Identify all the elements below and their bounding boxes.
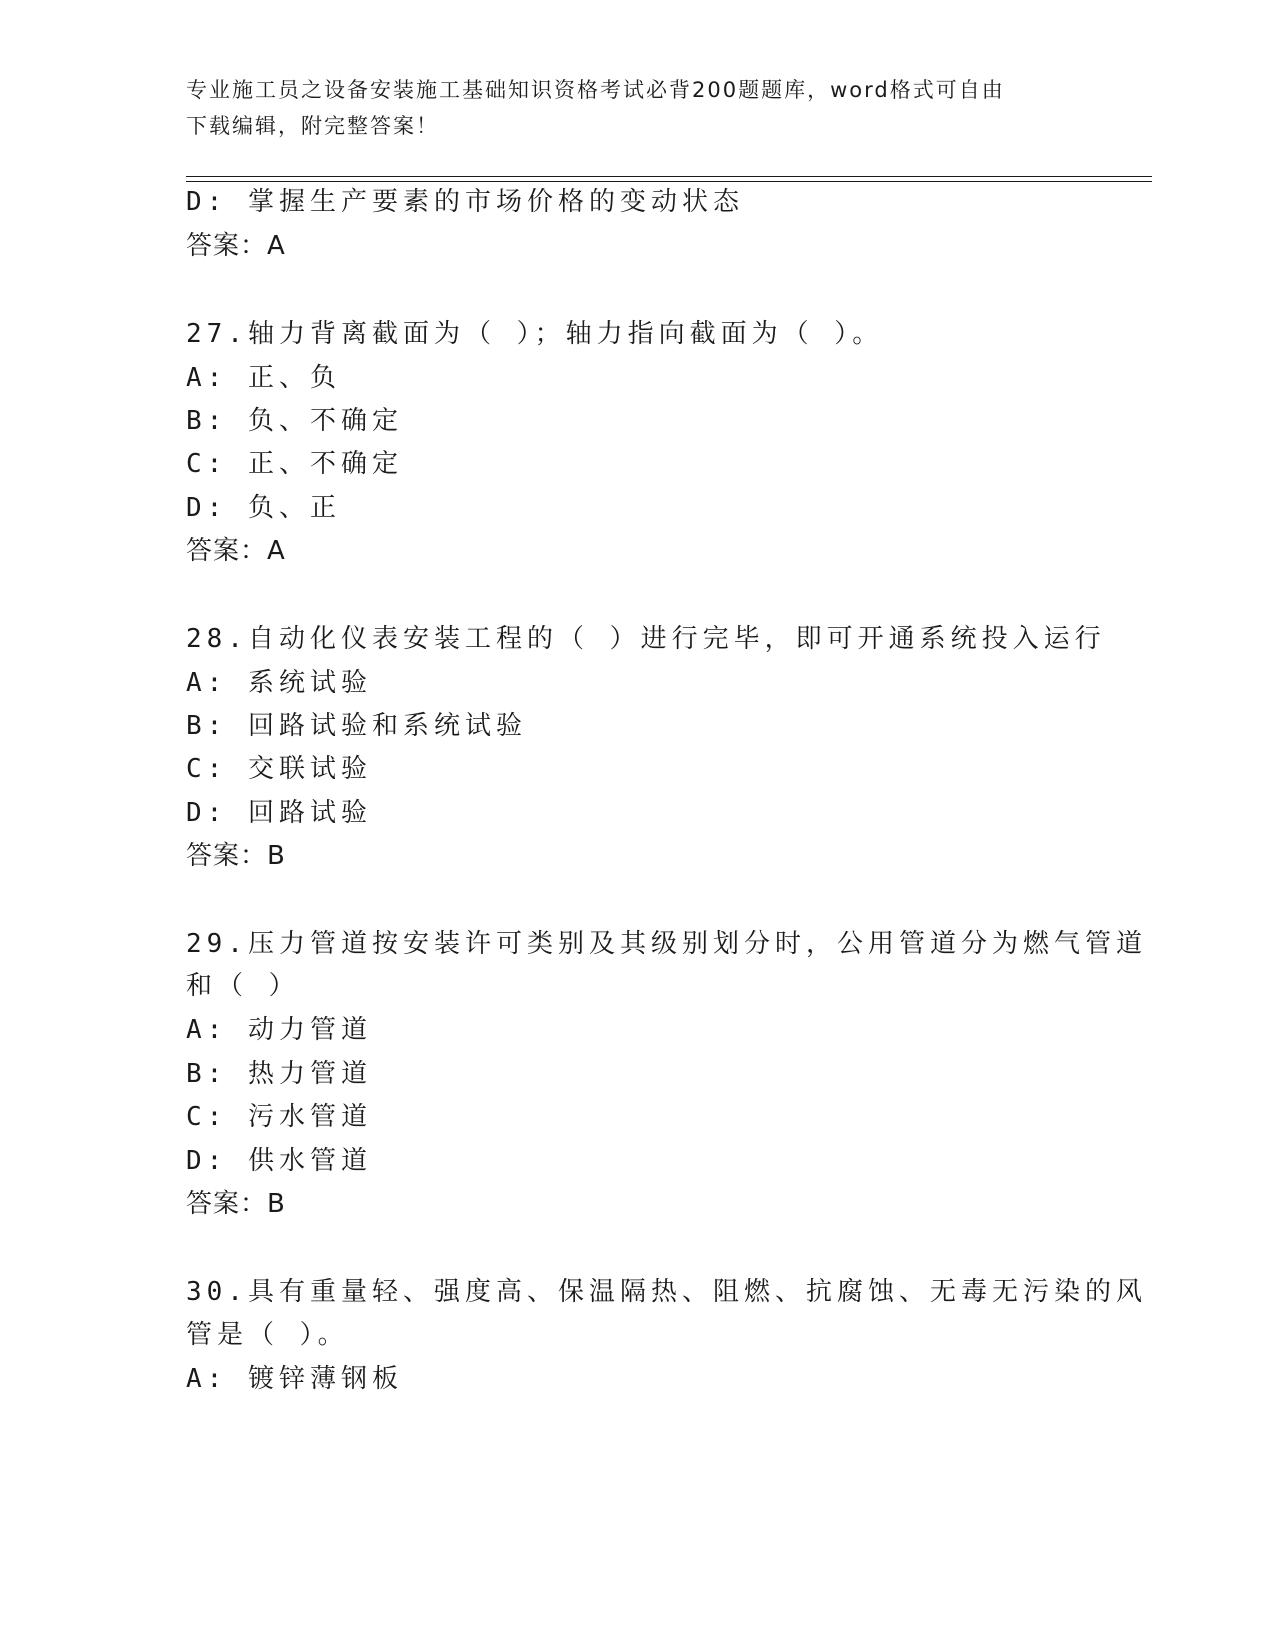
q28-option-b: B: 回路试验和系统试验 — [186, 711, 527, 741]
prev-answer: 答案：A — [186, 231, 286, 261]
q28-answer: 答案：B — [186, 841, 286, 871]
header-divider-top — [186, 176, 1152, 177]
q30-option-a: A: 镀锌薄钢板 — [186, 1364, 403, 1394]
document-header — [186, 72, 1086, 144]
q27-answer: 答案：A — [186, 536, 286, 566]
q27-option-d: D: 负、正 — [186, 493, 341, 523]
q28-option-c: C: 交联试验 — [186, 754, 372, 784]
q27-option-a: A: 正、负 — [186, 363, 341, 393]
q29-option-b: B: 热力管道 — [186, 1059, 372, 1089]
q28-option-a: A: 系统试验 — [186, 668, 372, 698]
q28-stem: 28.自动化仪表安装工程的（ ）进行完毕，即可开通系统投入运行 — [186, 624, 1106, 654]
prev-option-d: D: 掌握生产要素的市场价格的变动状态 — [186, 187, 744, 217]
q28-option-d: D: 回路试验 — [186, 798, 372, 828]
q29-option-a: A: 动力管道 — [186, 1015, 372, 1045]
q29-stem-line-2: 和（ ） — [186, 971, 300, 1001]
q29-stem-line-1: 29.压力管道按安装许可类别及其级别划分时，公用管道分为燃气管道 — [186, 929, 1147, 959]
q30-stem-line-1: 30.具有重量轻、强度高、保温隔热、阻燃、抗腐蚀、无毒无污染的风 — [186, 1277, 1147, 1307]
header-line-1: 专业施工员之设备安装施工基础知识资格考试必背200题题库，word格式可自由 — [186, 78, 1005, 102]
header-divider-bottom — [186, 181, 1152, 182]
q30-stem-line-2: 管是（ ）。 — [186, 1320, 349, 1350]
q27-stem: 27.轴力背离截面为（ ）；轴力指向截面为（ ）。 — [186, 319, 884, 349]
q29-answer: 答案：B — [186, 1189, 286, 1219]
q29-option-d: D: 供水管道 — [186, 1146, 372, 1176]
q27-option-c: C: 正、不确定 — [186, 449, 403, 479]
q29-option-c: C: 污水管道 — [186, 1102, 372, 1132]
header-line-2: 下载编辑，附完整答案！ — [186, 114, 439, 138]
q27-option-b: B: 负、不确定 — [186, 406, 403, 436]
